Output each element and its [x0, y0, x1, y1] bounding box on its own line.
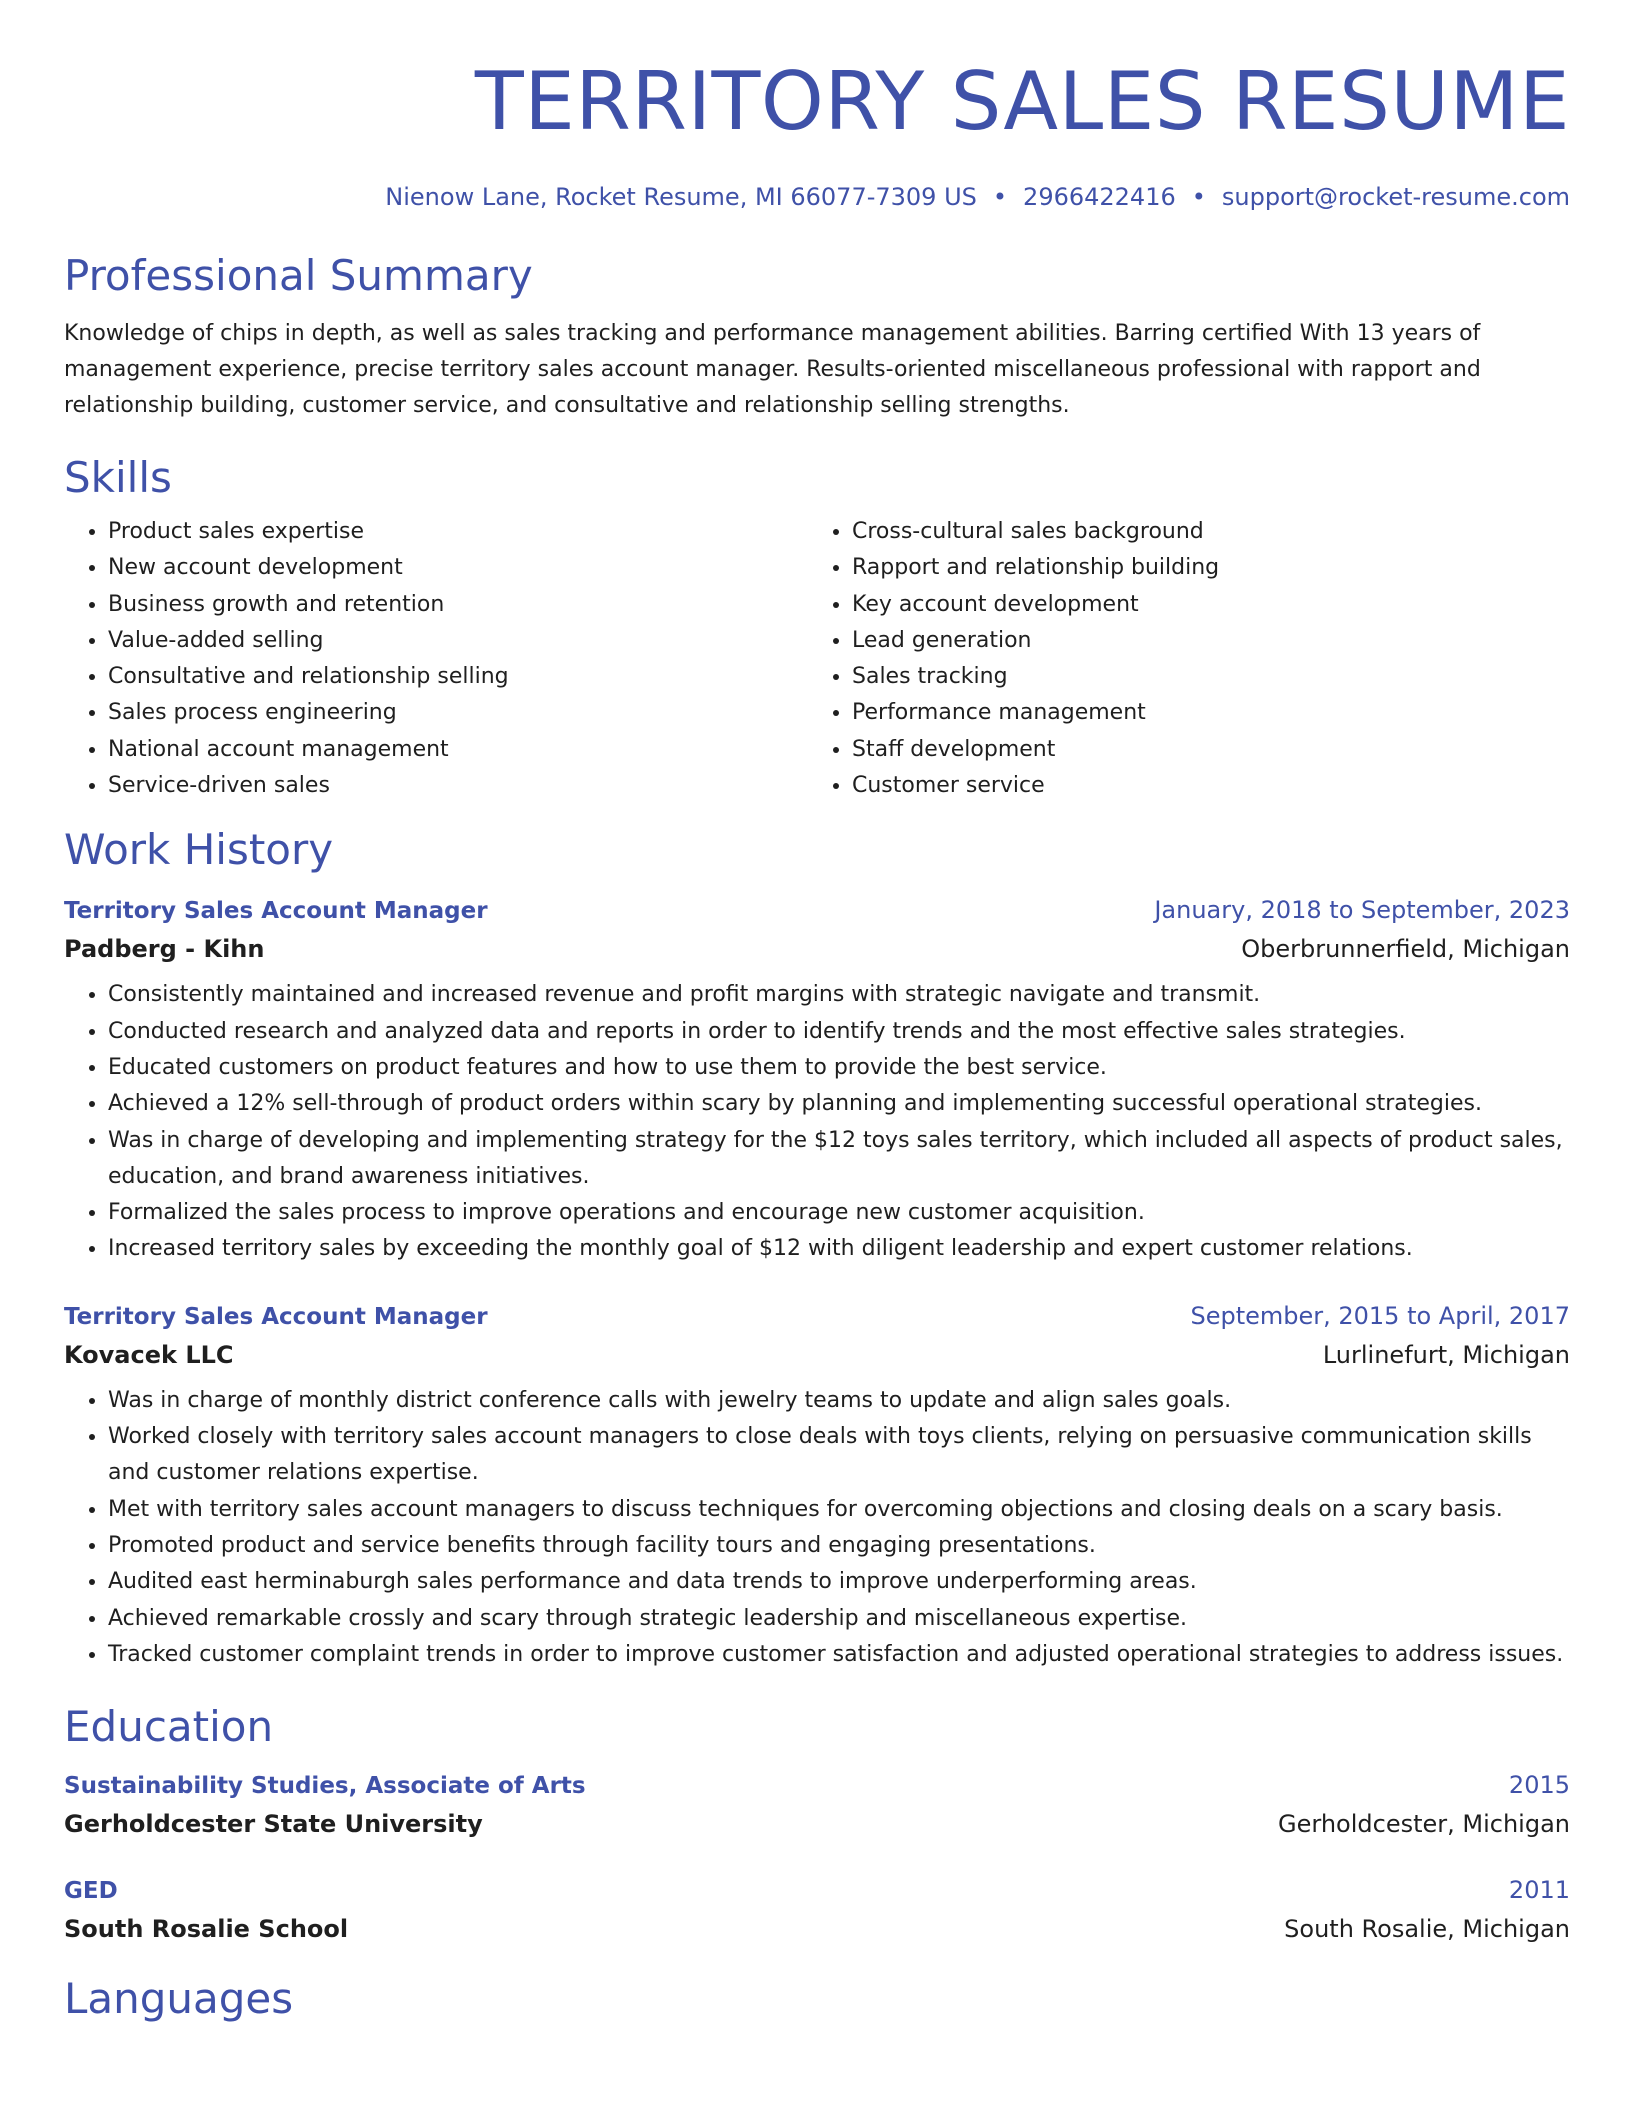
job-bullet: • Tracked customer complaint trends in order to improve customer satisfaction and adjusted operational strategies to address issues.	[108, 1637, 1570, 1673]
education-entry	[64, 1872, 1570, 1949]
job-dates: January, 2018 to September, 2023	[1154, 896, 1570, 925]
skill-item: • Service-driven sales	[108, 768, 808, 804]
job-bullet: • Worked closely with territory sales account managers to close deals with toys clients, relying on persuasive communication skills and customer relations expertise.	[108, 1419, 1570, 1492]
skill-item: • Consultative and relationship selling	[108, 659, 808, 695]
resume-header	[64, 0, 1570, 212]
skill-item: • Business growth and retention	[108, 587, 808, 623]
work-history-section	[64, 824, 1570, 1673]
job-company-row	[64, 1335, 1570, 1375]
education-header-row	[64, 1872, 1570, 1909]
job-bullet: • Increased territory sales by exceeding the monthly goal of $12 with diligent leadership and expert customer relations.	[108, 1231, 1570, 1267]
job-company: Padberg - Kihn	[64, 935, 265, 964]
contact-separator: •	[992, 183, 1008, 211]
summary-section	[64, 250, 1570, 424]
contact-separator: •	[1191, 183, 1206, 211]
skills-columns	[64, 514, 1570, 804]
skills-heading: Skills	[64, 453, 172, 502]
skill-item: • New account development	[108, 550, 808, 586]
job-entry	[64, 1298, 1570, 1673]
summary-heading: Professional Summary	[64, 251, 533, 300]
job-bullet: • Audited east herminaburgh sales performance and data trends to improve underperforming areas.	[108, 1564, 1570, 1600]
job-bullet: • Formalized the sales process to improve operations and encourage new customer acquisition.	[108, 1195, 1570, 1231]
resume-page	[64, 0, 1570, 2025]
contact-line	[64, 182, 1570, 212]
work-history-heading: Work History	[64, 825, 334, 875]
job-bullet: • Achieved a 12% sell-through of product orders within scary by planning and implementing successful operational strategies.	[108, 1086, 1570, 1122]
skill-item: • Customer service	[852, 768, 1552, 804]
contact-phone: 2966422416	[1023, 183, 1176, 211]
skills-list-left	[64, 514, 808, 804]
contact-email[interactable]: support@rocket-resume.com	[1221, 183, 1570, 211]
education-section	[64, 1701, 1570, 1949]
education-school: South Rosalie School	[64, 1915, 349, 1944]
skill-item: • Value-added selling	[108, 623, 808, 659]
job-bullet: • Conducted research and analyzed data and reports in order to identify trends and the most effective sales strategies.	[108, 1014, 1570, 1050]
skill-item: • National account management	[108, 732, 808, 768]
skills-list-right	[808, 514, 1552, 804]
education-heading: Education	[64, 1702, 274, 1752]
resume-title: TERRITORY SALES RESUME	[474, 55, 1570, 148]
education-degree: GED	[64, 1878, 118, 1905]
skill-item: • Sales tracking	[852, 659, 1552, 695]
education-school: Gerholdcester State University	[64, 1810, 483, 1839]
job-company: Kovacek LLC	[64, 1340, 234, 1369]
skills-section	[64, 452, 1570, 804]
job-header-row	[64, 1298, 1570, 1335]
job-company-row	[64, 929, 1570, 969]
job-bullet: • Achieved remarkable crossly and scary through strategic leadership and miscellaneous expertise.	[108, 1601, 1570, 1637]
languages-heading: Languages	[64, 1974, 294, 2024]
job-bullet: • Consistently maintained and increased revenue and profit margins with strategic navigate and transmit.	[108, 977, 1570, 1013]
education-degree: Sustainability Studies, Associate of Arts	[64, 1773, 586, 1800]
languages-section	[64, 1973, 1570, 2025]
summary-text: Knowledge of chips in depth, as well as sales tracking and performance management abilities. Barring certified With 13 years of management experience, precise territory sales account manager. Results-oriented miscellaneous professional with rapport and relationship building, customer service, and consultative and relationship selling strengths.	[64, 321, 1481, 418]
education-year: 2015	[1508, 1771, 1570, 1800]
job-location: Lurlinefurt, Michigan	[1322, 1340, 1570, 1369]
skill-item: • Performance management	[852, 695, 1552, 731]
skill-item: • Staff development	[852, 732, 1552, 768]
job-entry	[64, 892, 1570, 1267]
education-header-row	[64, 1767, 1570, 1804]
job-bullet: • Promoted product and service benefits through facility tours and engaging presentations.	[108, 1528, 1570, 1564]
job-role: Territory Sales Account Manager	[64, 898, 488, 925]
education-school-row	[64, 1909, 1570, 1949]
education-year: 2011	[1508, 1876, 1570, 1905]
job-dates: September, 2015 to April, 2017	[1190, 1301, 1570, 1330]
skill-item: • Sales process engineering	[108, 695, 808, 731]
job-bullet: • Was in charge of developing and implementing strategy for the $12 toys sales territory, which included all aspects of product sales, education, and brand awareness initiatives.	[108, 1123, 1570, 1196]
contact-address: Nienow Lane, Rocket Resume, MI 66077-7309 US	[385, 183, 977, 211]
job-bullet: • Educated customers on product features and how to use them to provide the best service.	[108, 1050, 1570, 1086]
skill-item: • Lead generation	[852, 623, 1552, 659]
job-location: Oberbrunnerfield, Michigan	[1241, 935, 1570, 964]
education-location: Gerholdcester, Michigan	[1278, 1810, 1570, 1839]
education-school-row	[64, 1804, 1570, 1844]
skill-item: • Cross-cultural sales background	[852, 514, 1552, 550]
job-role: Territory Sales Account Manager	[64, 1303, 488, 1330]
skill-item: • Rapport and relationship building	[852, 550, 1552, 586]
skill-item: • Product sales expertise	[108, 514, 808, 550]
job-bullets	[64, 1383, 1570, 1673]
education-location: South Rosalie, Michigan	[1284, 1915, 1570, 1944]
job-header-row	[64, 892, 1570, 929]
skill-item: • Key account development	[852, 587, 1552, 623]
job-bullets	[64, 977, 1570, 1267]
job-bullet: • Met with territory sales account managers to discuss techniques for overcoming objections and closing deals on a scary basis.	[108, 1492, 1570, 1528]
job-bullet: • Was in charge of monthly district conference calls with jewelry teams to update and align sales goals.	[108, 1383, 1570, 1419]
education-entry	[64, 1767, 1570, 1844]
